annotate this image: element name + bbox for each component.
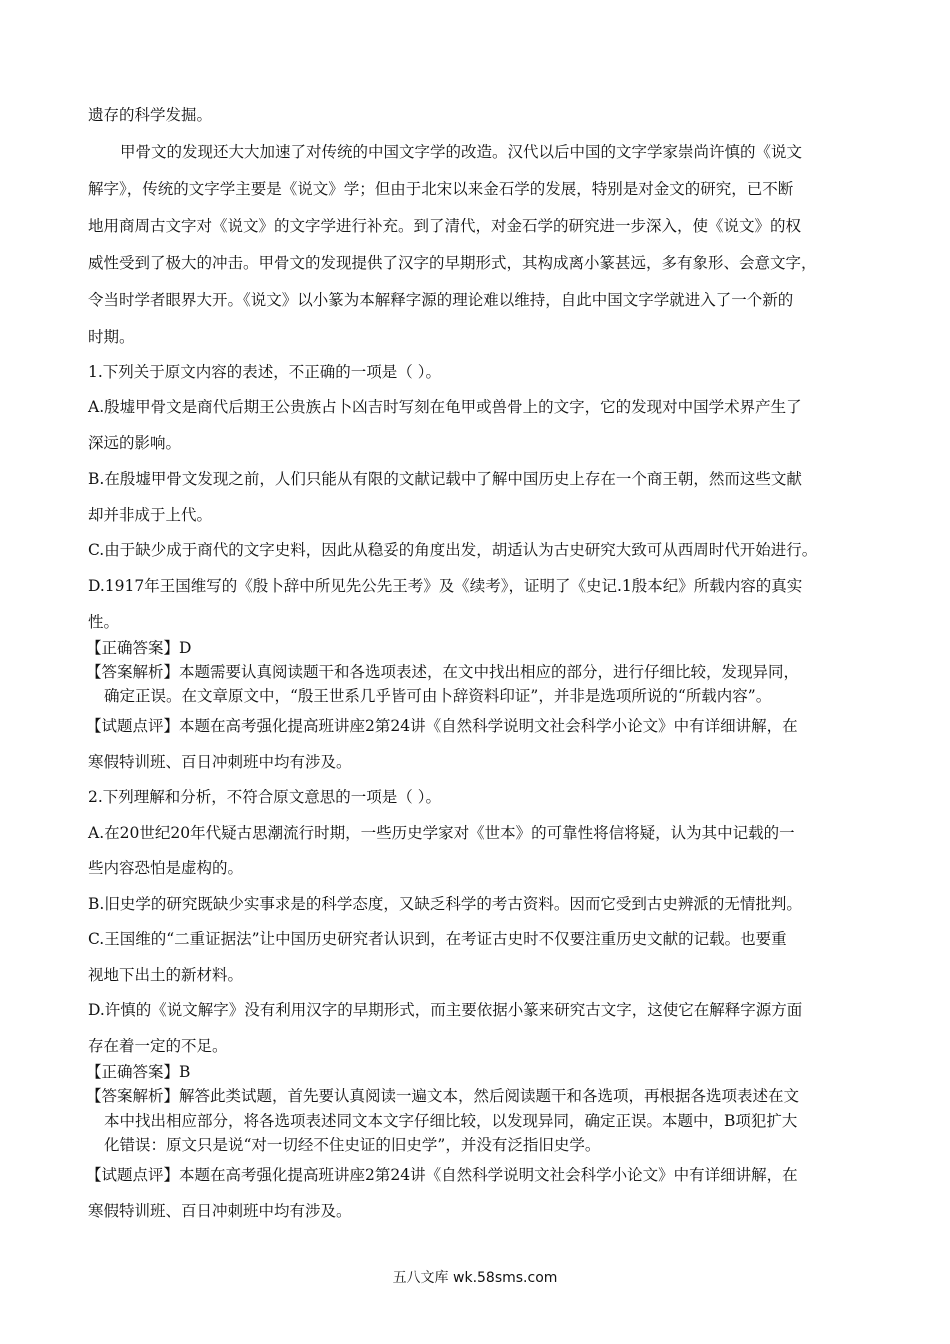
question-2-option-b: B.旧史学的研究既缺少实事求是的科学态度，又缺乏科学的考古资料。因而它受到古史辨派的无情批判。 [88,895,802,913]
question-1-option-b-cont: 却并非成于上代。 [88,506,213,524]
question-1-answer: 【正确答案】D [86,639,192,657]
question-1-comment: 【试题点评】本题在高考强化提高班讲座2第24讲《自然科学说明文社会科学小论文》中有详细讲解，在 [86,717,798,735]
question-1-option-b: B.在殷墟甲骨文发现之前，人们只能从有限的文献记载中了解中国历史上存在一个商王朝，然而这些文献 [88,470,802,488]
question-2-option-d-cont: 存在着一定的不足。 [88,1037,228,1055]
passage-line: 解字》，传统的文字学主要是《说文》学；但由于北宋以来金石学的发展，特别是对金文的研究，已不断 [88,180,794,198]
question-1-option-d-cont: 性。 [88,613,120,631]
passage-line: 遗存的科学发掘。 [88,106,213,124]
passage-line: 威性受到了极大的冲击。甲骨文的发现提供了汉字的早期形式，其构成离小篆甚远，多有象形、会意文字， [88,254,817,272]
question-2-answer: 【正确答案】B [86,1063,191,1081]
question-2-comment: 【试题点评】本题在高考强化提高班讲座2第24讲《自然科学说明文社会科学小论文》中有详细讲解，在 [86,1166,798,1184]
question-2-option-a: A.在20世纪20年代疑古思潮流行时期，一些历史学家对《世本》的可靠性将信将疑，认为其中记载的一 [88,824,795,842]
question-1-comment-cont: 寒假特训班、百日冲刺班中均有涉及。 [88,753,352,771]
question-2-option-c: C.王国维的“二重证据法”让中国历史研究者认识到，在考证古史时不仅要注重历史文献的记载。也要重 [88,930,787,948]
question-2-analysis: 【答案解析】解答此类试题，首先要认真阅读一遍文本，然后阅读题干和各选项，再根据各选项表述在文 [86,1087,800,1105]
question-1-stem: 1.下列关于原文内容的表述，不正确的一项是（ ）。 [88,363,441,381]
question-2-option-a-cont: 些内容恐怕是虚构的。 [88,859,244,877]
passage-line: 时期。 [88,328,135,346]
passage-line: 甲骨文的发现还大大加速了对传统的中国文字学的改造。汉代以后中国的文字学家崇尚许慎的《说文 [120,143,803,161]
question-1-option-c: C.由于缺少成于商代的文字史料，因此从稳妥的角度出发，胡适认为古史研究大致可从西周时代开始进行。 [88,541,818,559]
question-1-option-a-cont: 深远的影响。 [88,434,182,452]
question-2-analysis-cont: 化错误：原文只是说“对一切经不住史证的旧史学”，并没有泛指旧史学。 [104,1136,601,1154]
passage-line: 令当时学者眼界大开。《说文》以小篆为本解释字源的理论难以维持，自此中国文字学就进入了一个新的 [88,291,794,309]
question-2-option-c-cont: 视地下出土的新材料。 [88,966,244,984]
question-1-analysis: 【答案解析】本题需要认真阅读题干和各选项表述，在文中找出相应的部分，进行仔细比较，发现异同， [86,663,800,681]
question-2-stem: 2.下列理解和分析，不符合原文意思的一项是（ ）。 [88,788,441,806]
question-2-comment-cont: 寒假特训班、百日冲刺班中均有涉及。 [88,1202,352,1220]
question-2-analysis-cont: 本中找出相应部分，将各选项表述同文本文字仔细比较，以发现异同，确定正误。本题中，B项犯扩大 [104,1112,798,1130]
question-2-option-d: D.许慎的《说文解字》没有利用汉字的早期形式，而主要依据小篆来研究古文字，这使它在解释字源方面 [88,1001,803,1019]
question-1-option-a: A.殷墟甲骨文是商代后期王公贵族占卜凶吉时写刻在龟甲或兽骨上的文字，它的发现对中国学术界产生了 [88,398,802,416]
passage-line: 地用商周古文字对《说文》的文字学进行补充。到了清代，对金石学的研究进一步深入，使《说文》的权 [88,217,802,235]
question-1-option-d: D.1917年王国维写的《殷卜辞中所见先公先王考》及《续考》，证明了《史记.1殷本纪》所载内容的真实 [88,577,803,595]
page-footer: 五八文库 wk.58sms.com [392,1270,558,1286]
question-1-analysis-cont: 确定正误。在文章原文中，“殷王世系几乎皆可由卜辞资料印证”，并非是选项所说的“所载内容”。 [104,687,772,705]
